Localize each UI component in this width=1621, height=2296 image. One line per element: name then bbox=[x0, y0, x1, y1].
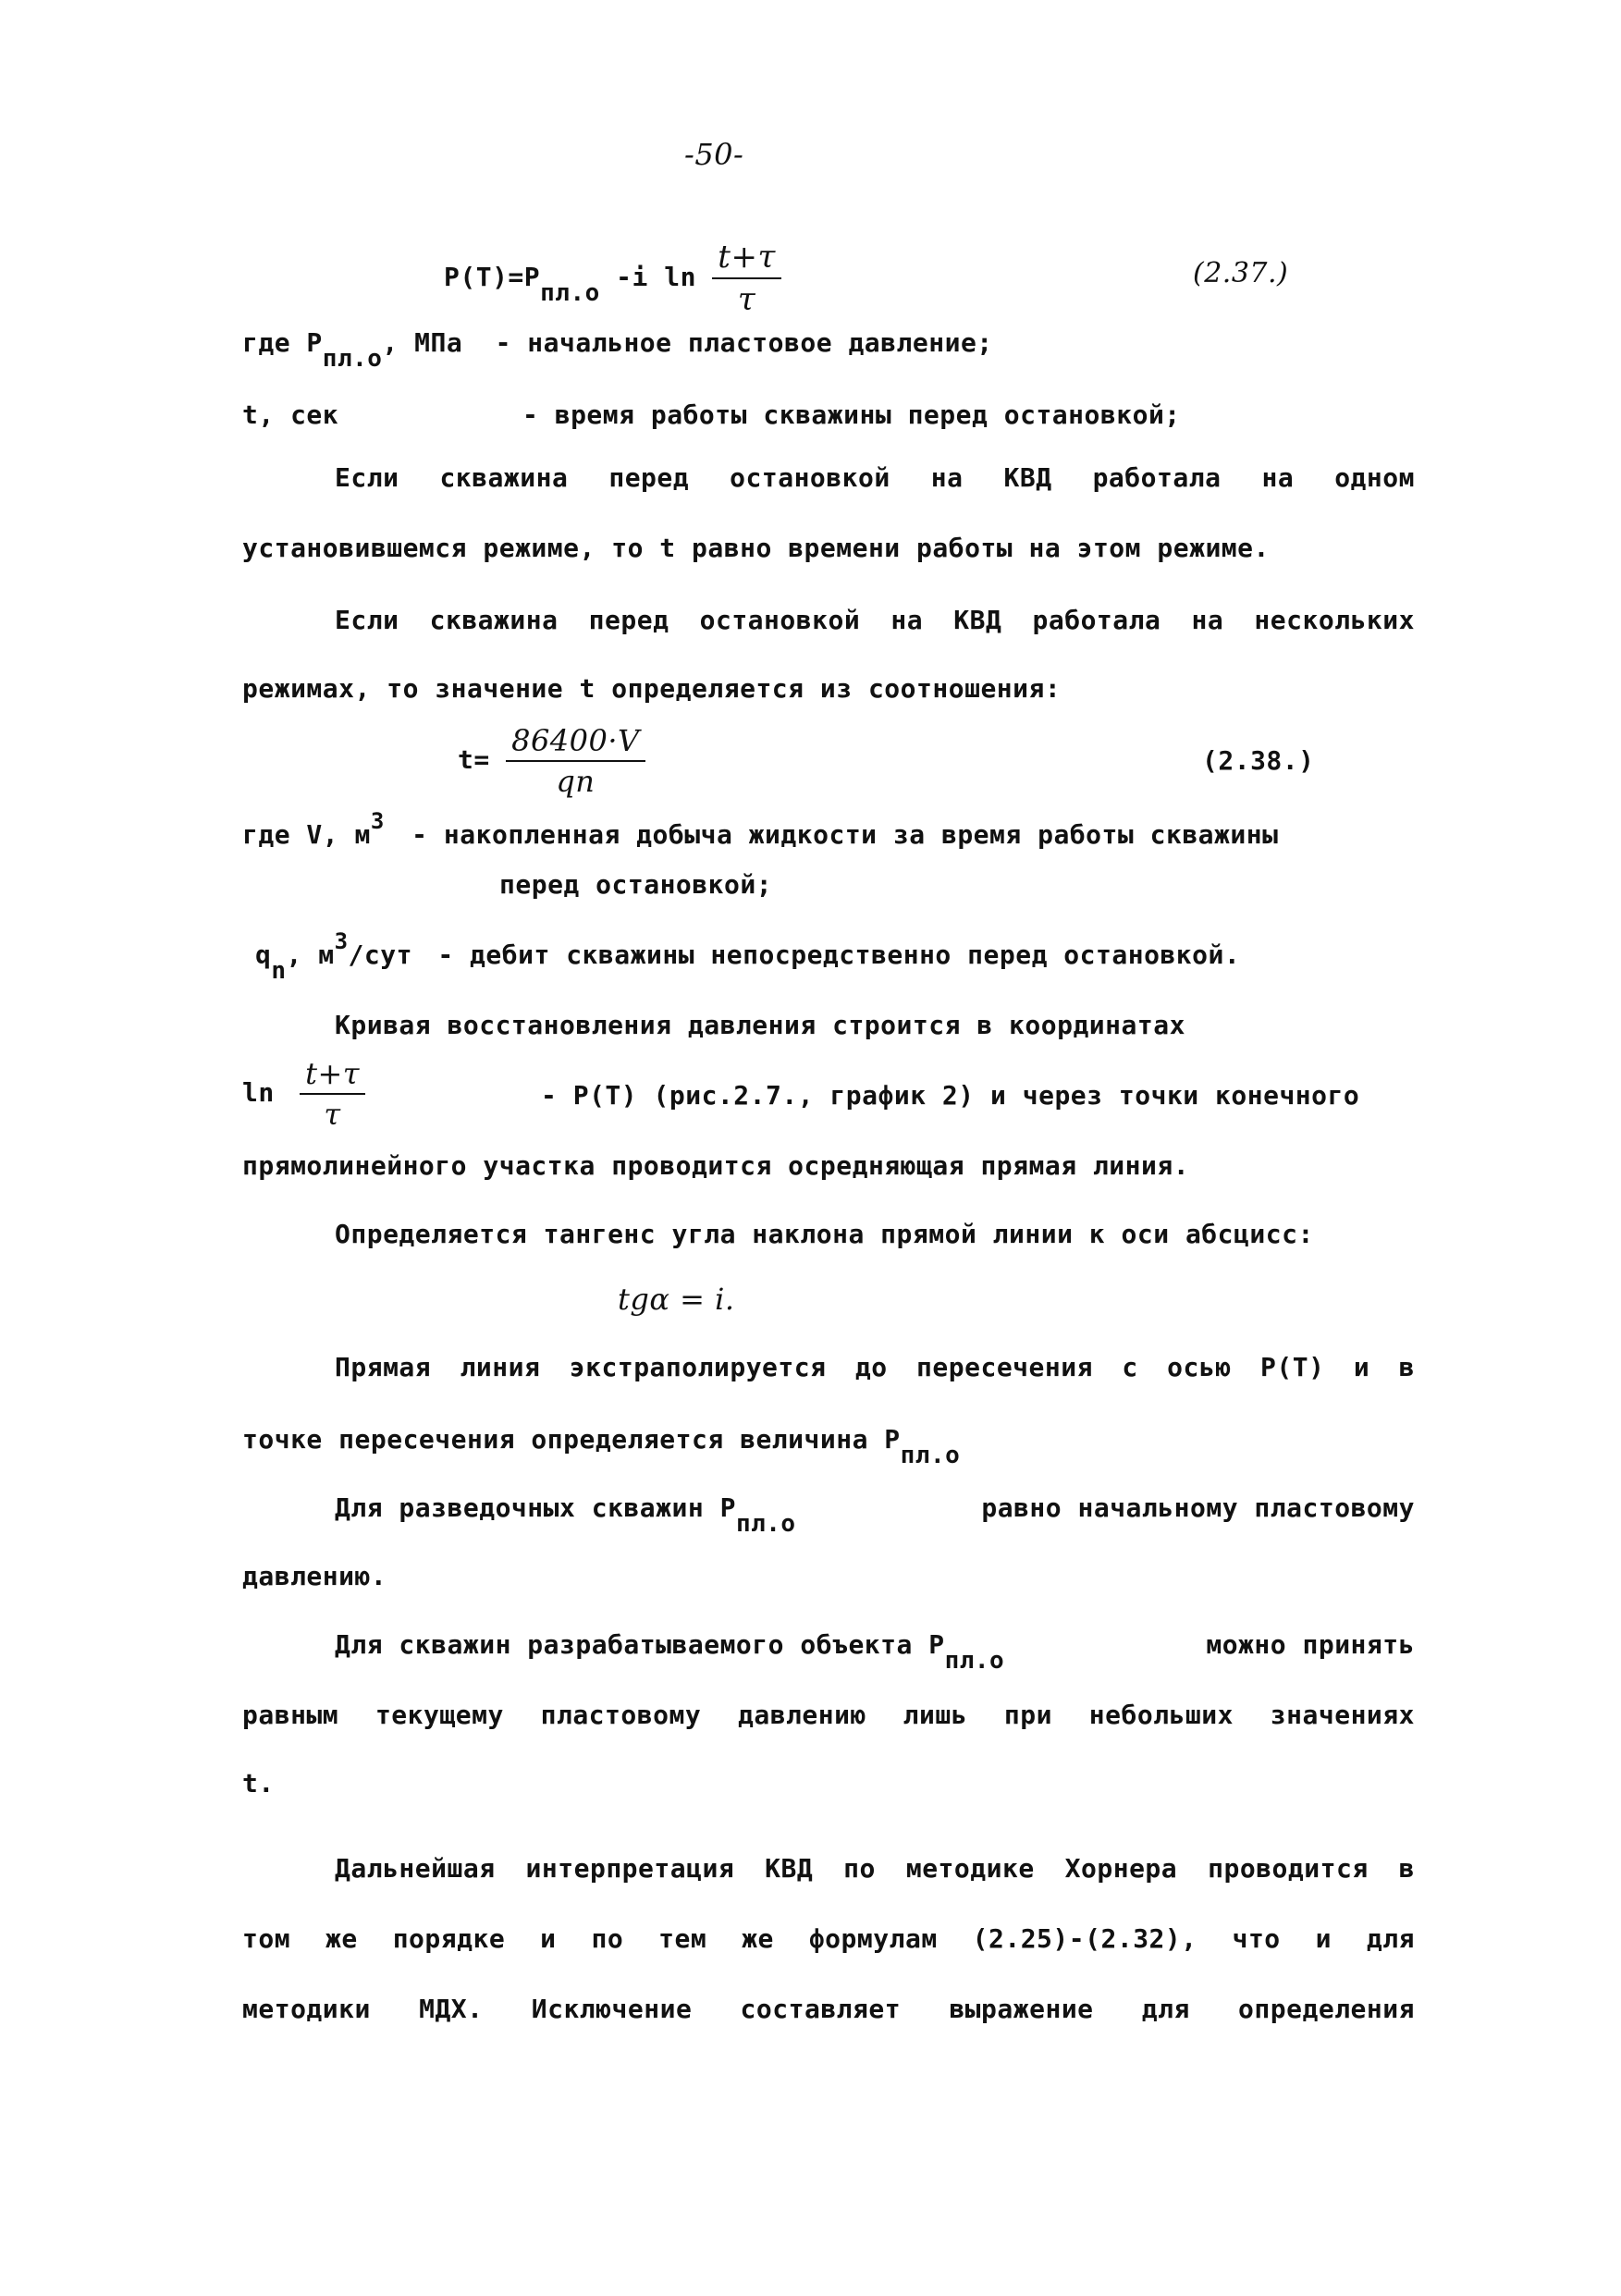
eq-2-38-denominator: qn bbox=[556, 764, 596, 799]
def-volume bbox=[242, 808, 1279, 850]
p7-b: можно принять bbox=[1206, 1629, 1415, 1660]
p6-b: равно начальному пластовому bbox=[981, 1492, 1415, 1523]
p7-a-wrap bbox=[335, 1629, 1005, 1675]
p3-numerator: t+τ bbox=[300, 1056, 365, 1095]
p7-line3: t. bbox=[242, 1768, 275, 1799]
p2-line1: Если скважина перед остановкой на КВД работала на нескольких bbox=[335, 605, 1415, 635]
p6-subscript: пл.о bbox=[735, 1510, 796, 1538]
eq-2-38-label: (2.38.) bbox=[1202, 745, 1315, 776]
p8-line3: методики МДХ. Исключение составляет выражение для определения bbox=[242, 1994, 1415, 2024]
p6-line1 bbox=[335, 1492, 1415, 1538]
p3-denominator: τ bbox=[324, 1097, 341, 1132]
def4-superscript: 3 bbox=[334, 928, 349, 954]
p3-line3: прямолинейного участка проводится осредняющая прямая линия. bbox=[242, 1150, 1190, 1181]
def4-subscript: n bbox=[271, 957, 287, 985]
p6-a-wrap bbox=[335, 1492, 796, 1538]
def1-text: - начальное пластовое давление; bbox=[495, 327, 993, 358]
p5-line2-wrap bbox=[242, 1424, 961, 1469]
page-number: -50- bbox=[684, 137, 744, 172]
p3-fraction bbox=[300, 1056, 365, 1132]
def-flow-rate bbox=[255, 928, 1241, 985]
def3-text2: перед остановкой; bbox=[499, 869, 773, 900]
eq-2-37-fraction bbox=[712, 239, 780, 318]
p8-line2: том же порядке и по тем же формулам (2.25)-(2.32), что и для bbox=[242, 1923, 1415, 1954]
p3-ln-expression bbox=[242, 1056, 365, 1132]
p7-subscript: пл.о bbox=[944, 1647, 1005, 1675]
p6-a: Для разведочных скважин P bbox=[335, 1492, 736, 1523]
p7-line1 bbox=[335, 1629, 1415, 1675]
equation-2-37 bbox=[444, 239, 781, 318]
p5-subscript: пл.о bbox=[900, 1442, 961, 1469]
def4-text: - дебит скважины непосредственно перед остановкой. bbox=[437, 939, 1241, 970]
p6-line2: давлению. bbox=[242, 1561, 387, 1591]
def1-subscript: пл.о bbox=[322, 345, 383, 373]
eq-2-38-lhs: t= bbox=[458, 744, 490, 775]
p4-formula: tgα = i. bbox=[618, 1282, 735, 1317]
eq-2-37-numerator: t+τ bbox=[712, 239, 780, 279]
equation-2-38 bbox=[458, 723, 645, 799]
eq-2-37-log: -i ln bbox=[616, 262, 696, 292]
def-initial-pressure bbox=[242, 327, 993, 373]
def-time-label: t, сек bbox=[242, 399, 339, 430]
p8-line1: Дальнейшая интерпретация КВД по методике Хорнера проводится в bbox=[335, 1853, 1415, 1884]
p5-line1: Прямая линия экстраполируется до пересечения с осью P(T) и в bbox=[335, 1352, 1415, 1382]
eq-2-38-fraction bbox=[506, 723, 645, 799]
def-time-text: - время работы скважины перед остановкой; bbox=[522, 399, 1181, 430]
def1-lead: где P bbox=[242, 327, 323, 358]
p4-line1: Определяется тангенс угла наклона прямой линии к оси абсцисс: bbox=[335, 1219, 1314, 1249]
eq-2-37-denominator: τ bbox=[737, 281, 756, 318]
p5-line2: точке пересечения определяется величина P bbox=[242, 1424, 901, 1455]
p7-line2: равным текущему пластовому давлению лишь при небольших значениях bbox=[242, 1700, 1415, 1730]
eq-2-37-lhs: P(T)=P bbox=[444, 262, 541, 292]
p3-line2: - P(T) (рис.2.7., график 2) и через точки конечного bbox=[541, 1080, 1360, 1111]
eq-2-37-subscript: пл.о bbox=[540, 279, 600, 307]
p7-a: Для скважин разрабатываемого объекта P bbox=[335, 1629, 945, 1660]
def3-text: - накопленная добыча жидкости за время работы скважины bbox=[411, 819, 1279, 850]
p3-ln: ln bbox=[242, 1077, 275, 1108]
eq-2-37-label: (2.37.) bbox=[1193, 257, 1289, 289]
def3-lead: где V, м bbox=[242, 819, 371, 850]
p3-line1: Кривая восстановления давления строится в координатах bbox=[335, 1010, 1185, 1040]
p2-line2: режимах, то значение t определяется из соотношения: bbox=[242, 673, 1062, 704]
p1-line1: Если скважина перед остановкой на КВД работала на одном bbox=[335, 462, 1415, 493]
def3-superscript: 3 bbox=[370, 808, 385, 834]
p1-line2: установившемся режиме, то t равно времени работы на этом режиме. bbox=[242, 533, 1270, 563]
def4-q: q bbox=[255, 939, 272, 970]
def4-unit2: /сут bbox=[348, 939, 412, 970]
eq-2-38-numerator: 86400·V bbox=[506, 723, 645, 762]
def1-unit: , МПа bbox=[382, 327, 463, 358]
def4-unit: , м bbox=[286, 939, 335, 970]
